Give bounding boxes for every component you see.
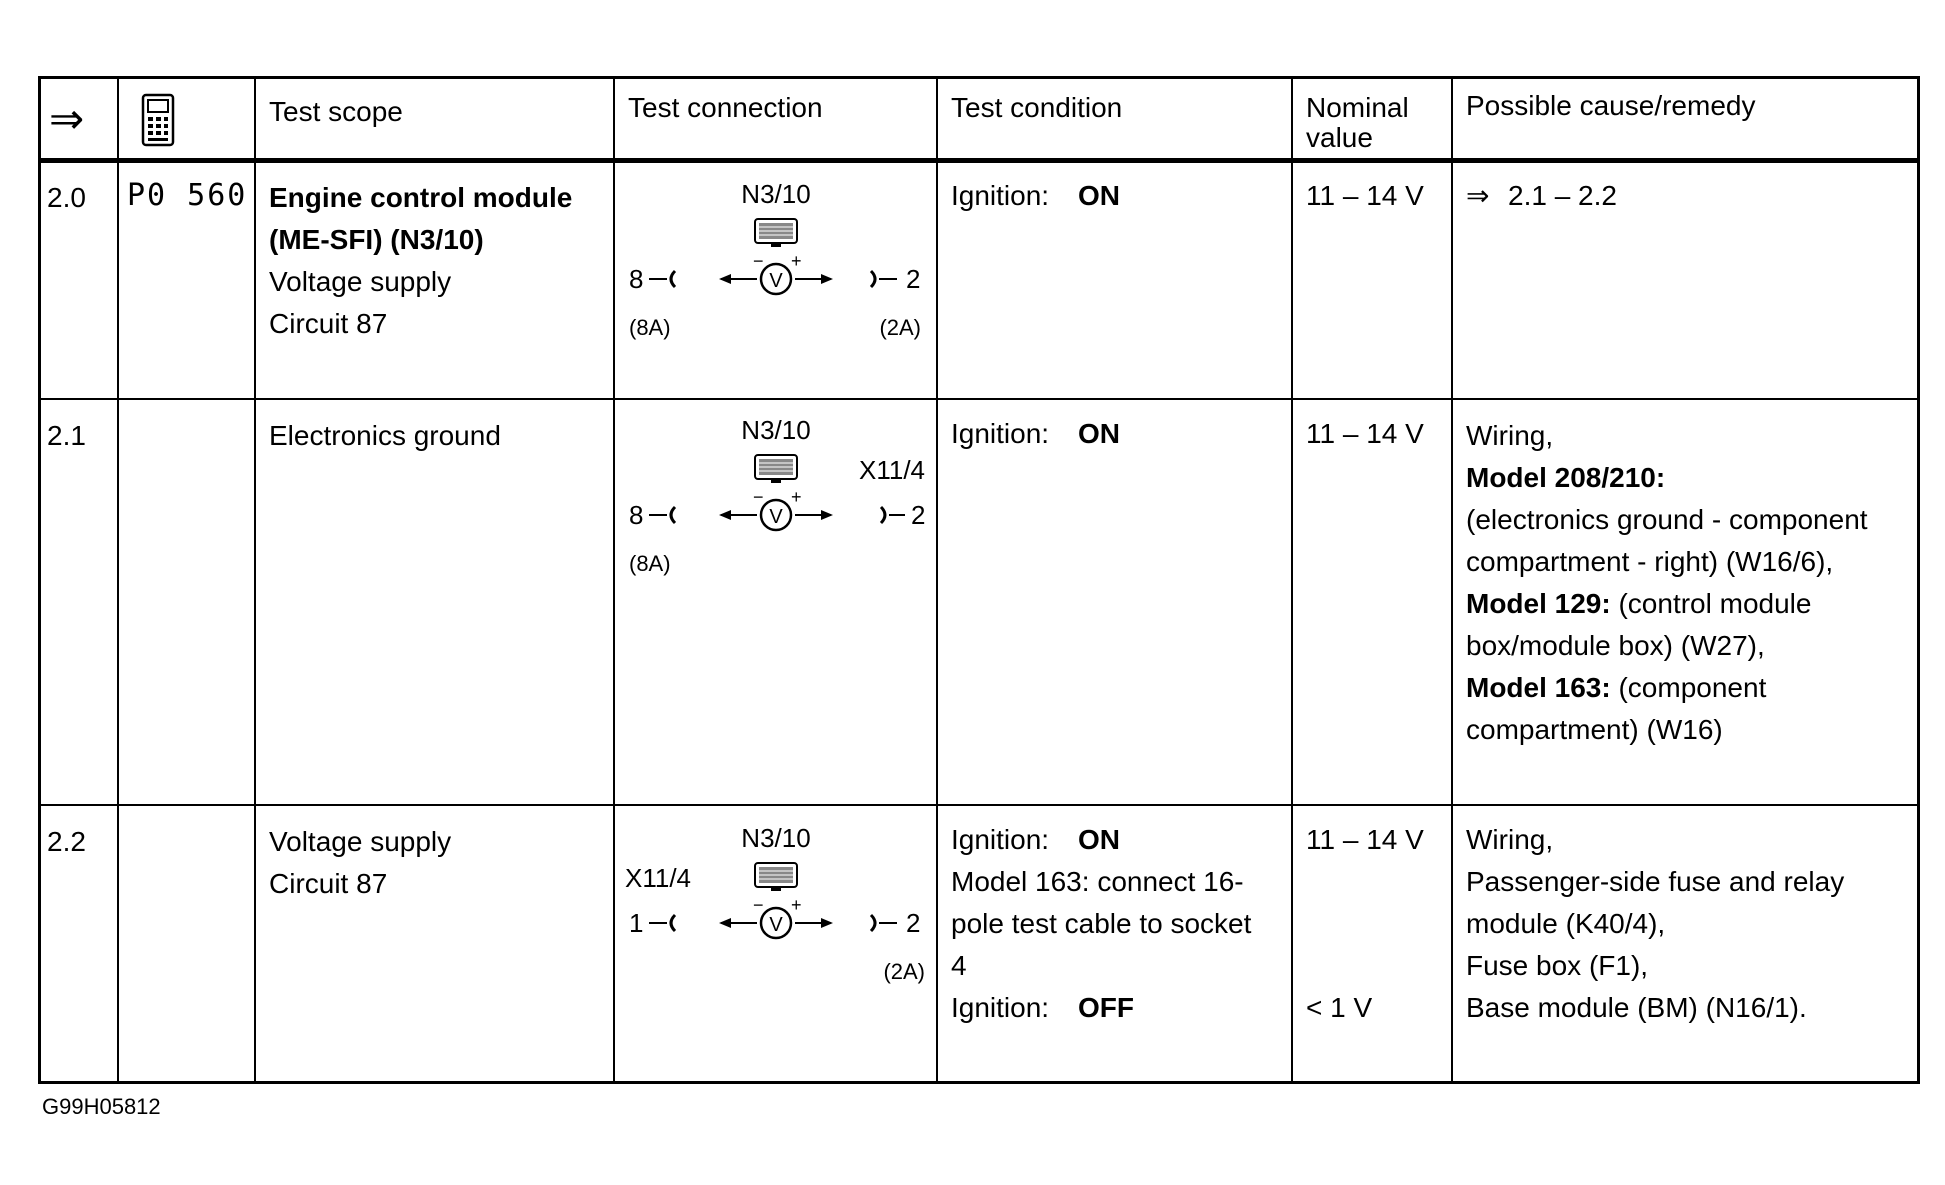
col-divider-6 [1451, 79, 1453, 1081]
left-sub-pin: (8A) [629, 551, 671, 576]
condition-line: pole test cable to socket [951, 908, 1252, 939]
col-divider-4 [936, 79, 938, 1081]
svg-text:−: − [753, 895, 764, 915]
remedy-arrow: ⇒ [1466, 180, 1490, 211]
right-pin: 2 [906, 264, 921, 294]
connector-icon [755, 455, 797, 483]
voltmeter-icon [719, 487, 833, 530]
scope-line: Voltage supply [269, 826, 452, 857]
remedy-line: (electronics ground - component [1466, 504, 1868, 535]
remedy-line: Wiring, [1466, 420, 1554, 451]
voltmeter-icon [719, 895, 833, 938]
right-pin: 2 [906, 908, 921, 938]
remedy-line: Fuse box (F1), [1466, 950, 1649, 981]
remedy-text: 2.1 – 2.2 [1508, 180, 1617, 211]
scope-title: Engine control module [269, 182, 573, 213]
remedy-model: Model 129: [1466, 588, 1611, 619]
condition-value: ON [1078, 824, 1120, 855]
remedy-model: Model 208/210: [1466, 462, 1666, 493]
svg-text:−: − [753, 251, 764, 271]
svg-text:−: − [753, 487, 764, 507]
right-sub-pin: (2A) [883, 959, 925, 984]
right-sub-pin: (2A) [879, 315, 921, 340]
condition-label: Ignition: [951, 180, 1050, 211]
figure-id: G99H05812 [42, 1094, 161, 1119]
remedy-line: (control module [1610, 588, 1812, 619]
condition-label: Ignition: [951, 824, 1050, 855]
remedy-line: compartment - right) (W16/6), [1466, 546, 1834, 577]
col-divider-2 [254, 79, 256, 1081]
remedy-line-model129 [1466, 583, 1811, 625]
test-connection-diagram [621, 819, 931, 1004]
header-possible-cause: Possible cause/remedy [1466, 90, 1756, 121]
condition-value: ON [1078, 418, 1120, 449]
scope-line: Circuit 87 [269, 868, 388, 899]
remedy-line: compartment) (W16) [1466, 714, 1723, 745]
svg-text:+: + [791, 895, 802, 915]
header-test-scope: Test scope [269, 96, 403, 127]
test-table [38, 76, 1920, 1084]
scope-title-2: (ME-SFI) (N3/10) [269, 224, 484, 255]
remedy-line: Base module (BM) (N16/1). [1466, 992, 1807, 1023]
module-label: N3/10 [741, 823, 811, 853]
right-pin: 2 [911, 500, 926, 530]
test-connection-diagram [621, 411, 931, 596]
left-pin: 8 [629, 500, 644, 530]
left-pin: 1 [629, 908, 644, 938]
condition-value: OFF [1078, 992, 1134, 1023]
remedy-line: (component [1610, 672, 1767, 703]
header-test-connection: Test connection [628, 92, 823, 123]
svg-text:V: V [769, 270, 783, 292]
remedy-line: module (K40/4), [1466, 908, 1666, 939]
arrow-header: ⇒ [49, 95, 85, 142]
nominal-value: 11 – 14 V [1306, 180, 1424, 211]
row-step: 2.1 [47, 420, 86, 451]
module-label: N3/10 [741, 415, 811, 445]
col-divider-5 [1291, 79, 1293, 1081]
ground-point-label: X11/4 [625, 863, 692, 893]
condition-line: Model 163: connect 16- [951, 866, 1244, 897]
remedy-model: Model 163: [1466, 672, 1611, 703]
nominal-value: < 1 V [1306, 992, 1373, 1023]
remedy-line: box/module box) (W27), [1466, 630, 1765, 661]
row-step: 2.2 [47, 826, 86, 857]
scope-line: Circuit 87 [269, 308, 388, 339]
remedy-line-model163 [1466, 667, 1766, 709]
row-divider-2 [41, 804, 1917, 806]
left-pin: 8 [629, 264, 644, 294]
svg-text:+: + [791, 487, 802, 507]
left-sub-pin: (8A) [629, 315, 671, 340]
scope-line: Electronics ground [269, 420, 501, 451]
header-divider [41, 158, 1917, 163]
svg-text:V: V [769, 506, 783, 528]
col-divider-1 [117, 79, 119, 1081]
fault-code: P0 560 [127, 178, 248, 213]
connector-icon [755, 219, 797, 247]
col-divider-3 [613, 79, 615, 1081]
row-step: 2.0 [47, 182, 86, 213]
nominal-value: 11 – 14 V [1306, 418, 1424, 449]
condition-value: ON [1078, 180, 1120, 211]
scope-line: Voltage supply [269, 266, 452, 297]
ground-point-label: X11/4 [858, 455, 925, 485]
module-label: N3/10 [741, 179, 811, 209]
condition-label: Ignition: [951, 992, 1050, 1023]
header-nominal-value: Nominal value [1306, 92, 1409, 153]
nominal-value: 11 – 14 V [1306, 824, 1424, 855]
remedy-line: Passenger-side fuse and relay [1466, 866, 1845, 897]
header-test-condition: Test condition [951, 92, 1123, 123]
condition-line: 4 [951, 950, 967, 981]
svg-text:V: V [769, 914, 783, 936]
svg-text:+: + [791, 251, 802, 271]
remedy-line: Wiring, [1466, 824, 1554, 855]
connector-icon [755, 863, 797, 891]
condition-label: Ignition: [951, 418, 1050, 449]
test-connection-diagram [621, 175, 931, 360]
row-divider-1 [41, 398, 1917, 400]
diagnostic-tester-icon [141, 93, 175, 153]
voltmeter-icon [719, 251, 833, 294]
